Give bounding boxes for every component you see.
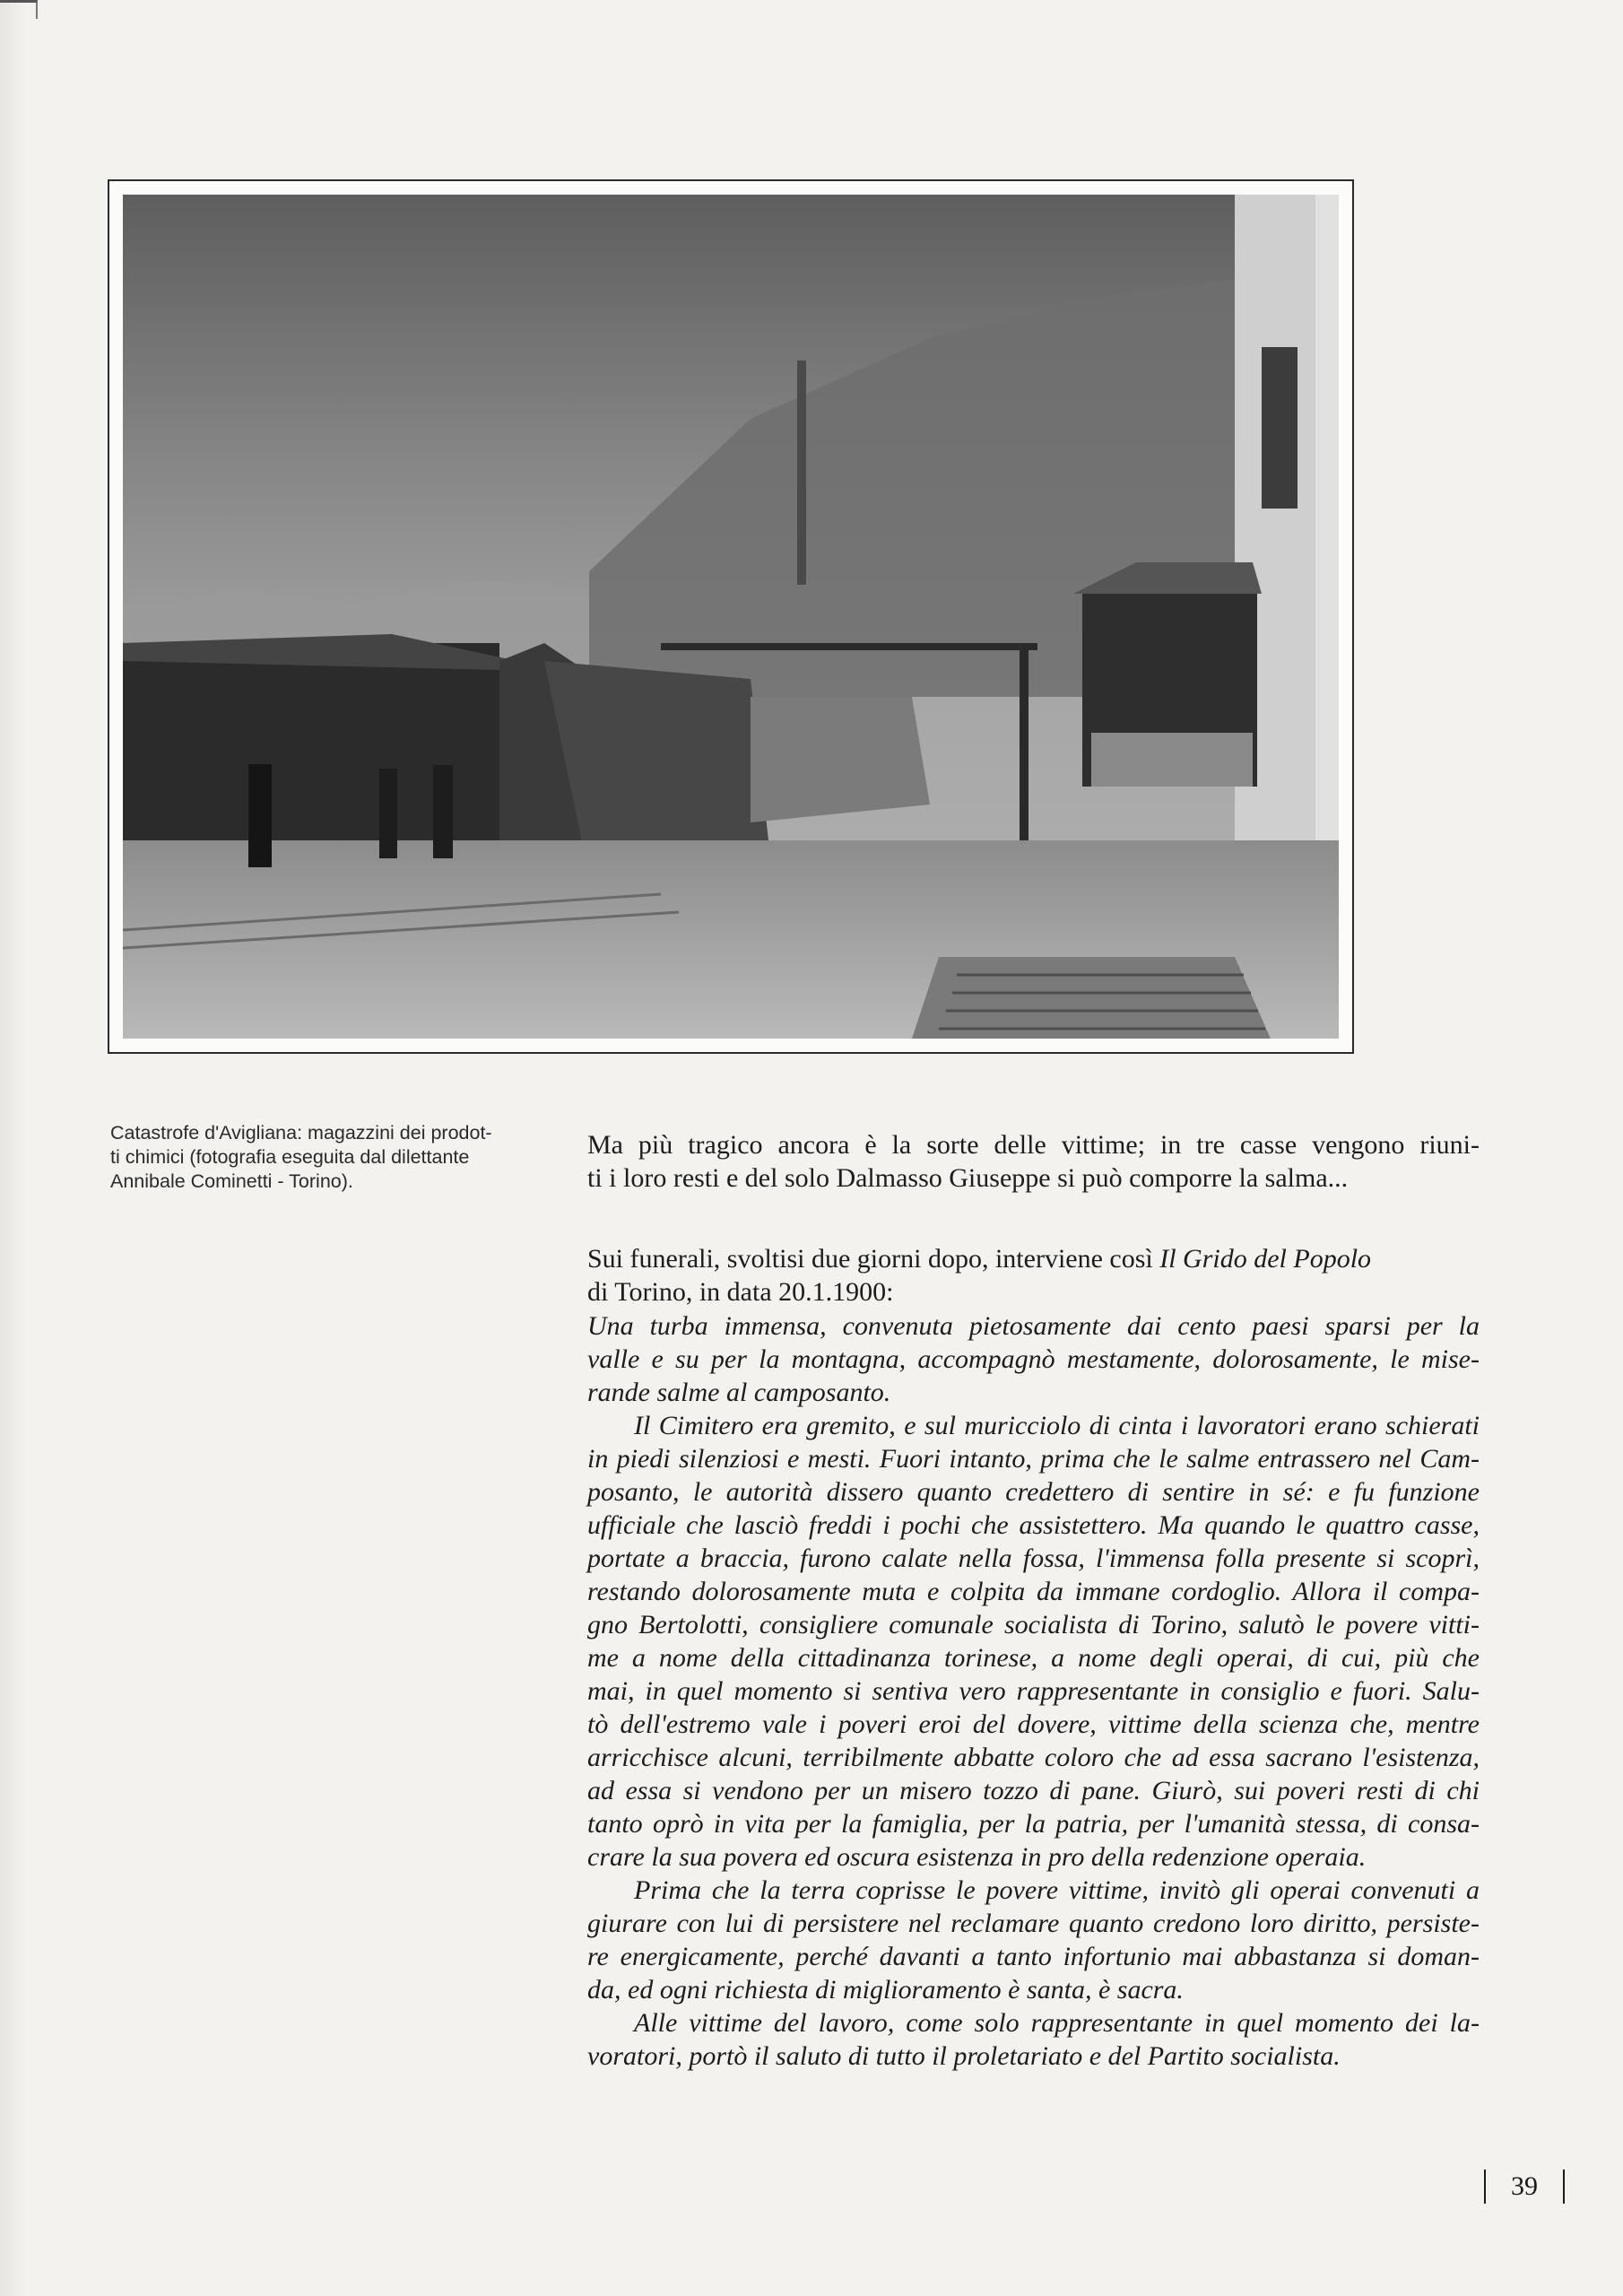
quote-line: da, ed ogni richiesta di miglioramento è santa, è sacra. — [587, 1975, 1184, 2005]
historical-photograph — [123, 195, 1339, 1039]
quote-line: gno Bertolotti, consigliere comunale socialista di Torino, salutò le povere vitti- — [587, 1610, 1480, 1639]
quote-line: ad essa si vendono per un misero tozzo di pane. Giurò, sui poveri resti di chi — [587, 1776, 1480, 1805]
newspaper-quote — [587, 1309, 1480, 2073]
quote-line: arricchisce alcuni, terribilmente abbatte coloro che ad essa sacrano l'esistenza, — [587, 1743, 1480, 1772]
caption-line: Annibale Cominetti - Torino). — [110, 1170, 353, 1192]
funerali-prefix: Sui funerali, svoltisi due giorni dopo, interviene così — [587, 1244, 1160, 1274]
quote-line: restando dolorosamente muta e colpita da immane cordoglio. Allora il compa- — [587, 1577, 1480, 1606]
text-line: di Torino, in data 20.1.1900: — [587, 1277, 894, 1307]
text-line — [587, 1242, 1480, 1275]
page-number-value: 39 — [1511, 2171, 1538, 2201]
quote-line: giurare con lui di persistere nel reclamare quanto credono loro diritto, persiste- — [587, 1909, 1480, 1938]
quote-line: Alle vittime del lavoro, come solo rappresentante in quel momento dei la- — [634, 2008, 1480, 2038]
caption-line: Catastrofe d'Avigliana: magazzini dei prodot- — [110, 1122, 492, 1144]
photo-frame — [108, 179, 1354, 1054]
quote-line: in piedi silenziosi e mesti. Fuori intanto, prima che le salme entrassero nel Cam- — [587, 1444, 1480, 1474]
page-corner-mark — [0, 0, 38, 19]
quote-line: Una turba immensa, convenuta pietosamente dai cento paesi sparsi per la — [587, 1311, 1480, 1341]
photograph-icon — [123, 195, 1339, 1039]
page-number-rule-right — [1563, 2170, 1565, 2204]
quote-line: tanto oprò in vita per la famiglia, per la patria, per l'umanità stessa, di consa- — [587, 1809, 1480, 1839]
text-line: ti i loro resti e del solo Dalmasso Giuseppe si può comporre la salma... — [587, 1163, 1349, 1193]
quote-line: valle e su per la montagna, accompagnò mestamente, dolorosamente, le mise- — [587, 1344, 1480, 1374]
text-line: Ma più tragico ancora è la sorte delle vittime; in tre casse vengono riuni- — [587, 1130, 1480, 1160]
page-number — [1484, 2168, 1565, 2205]
newspaper-title: Il Grido del Popolo — [1159, 1244, 1372, 1274]
caption-line: ti chimici (fotografia eseguita dal dilettante — [110, 1146, 470, 1168]
quote-line: re energicamente, perché davanti a tanto infortunio mai abbastanza si doman- — [587, 1942, 1480, 1971]
quote-line: mai, in quel momento si sentiva vero rappresentante in consiglio e fuori. Salu- — [587, 1676, 1480, 1706]
quote-line: posanto, le autorità dissero quanto credettero di sentire in sé: e fu funzione — [587, 1477, 1480, 1507]
quote-line: Il Cimitero era gremito, e sul muricciolo di cinta i lavoratori erano schierati — [634, 1411, 1480, 1440]
quote-line: voratori, portò il saluto di tutto il proletariato e del Partito socialista. — [587, 2041, 1341, 2071]
intro-paragraph — [587, 1128, 1480, 1195]
quote-line: ufficiale che lasciò freddi i pochi che assistettero. Ma quando le quattro casse, — [587, 1510, 1480, 1540]
quote-line: tò dell'estremo vale i poveri eroi del dovere, vittime della scienza che, mentre — [587, 1709, 1480, 1739]
quote-line: me a nome della cittadinanza torinese, a nome degli operai, di cui, più che — [587, 1643, 1480, 1673]
quote-line: rande salme al camposanto. — [587, 1378, 891, 1407]
page-number-rule-left — [1484, 2170, 1486, 2204]
quote-line: Prima che la terra coprisse le povere vittime, invitò gli operai convenuti a — [634, 1875, 1480, 1905]
funerali-paragraph — [587, 1242, 1480, 1309]
page-edge — [0, 0, 27, 2296]
photo-caption — [110, 1121, 541, 1194]
quote-line: crare la sua povera ed oscura esistenza in pro della redenzione operaia. — [587, 1842, 1367, 1872]
quote-line: portate a braccia, furono calate nella fossa, l'immensa folla presente si scoprì, — [587, 1544, 1480, 1573]
